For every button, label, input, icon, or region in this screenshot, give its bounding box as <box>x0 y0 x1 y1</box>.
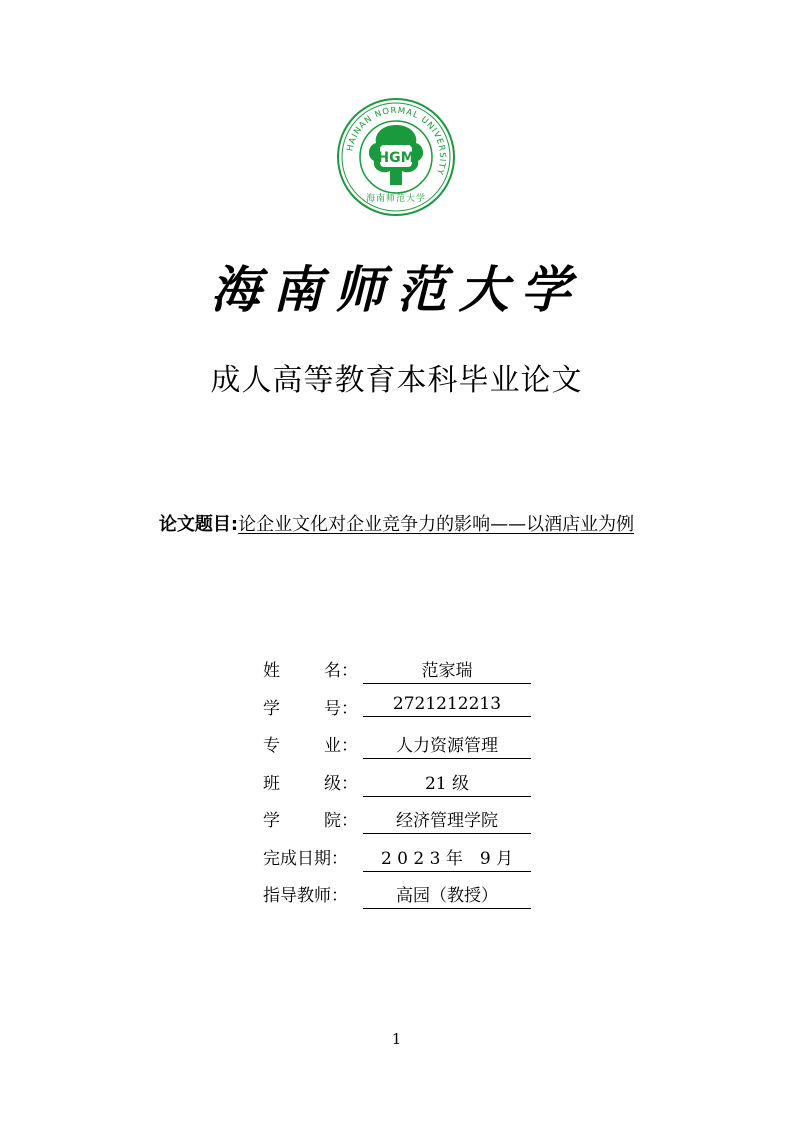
seal-inner-text: 海南师范大学 <box>365 194 427 204</box>
info-value-major: 人力资源管理 <box>363 731 531 759</box>
university-name: 海南师范大学 <box>210 260 583 319</box>
thesis-title-value: 论企业文化对企业竞争力的影响——以酒店业为例 <box>238 514 635 535</box>
thesis-title-label: 论文题目: <box>158 514 239 535</box>
info-label: 专 业： <box>263 736 358 756</box>
svg-text:HGM: HGM <box>377 150 415 166</box>
info-value-college: 经济管理学院 <box>363 806 531 834</box>
info-value-name: 范家瑞 <box>363 656 531 684</box>
info-label: 学 院： <box>263 811 358 831</box>
thesis-title-line <box>0 510 793 536</box>
info-label: 班 级： <box>263 773 358 794</box>
seal-emblem <box>336 97 456 217</box>
page-number: 1 <box>391 1030 402 1048</box>
info-value-student-id: 2721212213 <box>363 694 531 717</box>
info-label: 姓 名： <box>263 661 358 681</box>
info-label: 指导教师： <box>263 886 348 906</box>
info-value-class: 21 级 <box>363 769 531 797</box>
degree-title: 成人高等教育本科毕业论文 <box>210 363 583 398</box>
info-label: 学 号： <box>263 698 358 719</box>
info-value-advisor: 高园（教授） <box>363 881 531 909</box>
university-seal-logo <box>336 97 456 217</box>
info-label: 完成日期： <box>263 848 348 869</box>
info-value-completion-date: 2 0 2 3 年 9 月 <box>363 844 531 872</box>
seal-ring-text: HAINAN NORMAL UNIVERSITY <box>345 105 448 177</box>
